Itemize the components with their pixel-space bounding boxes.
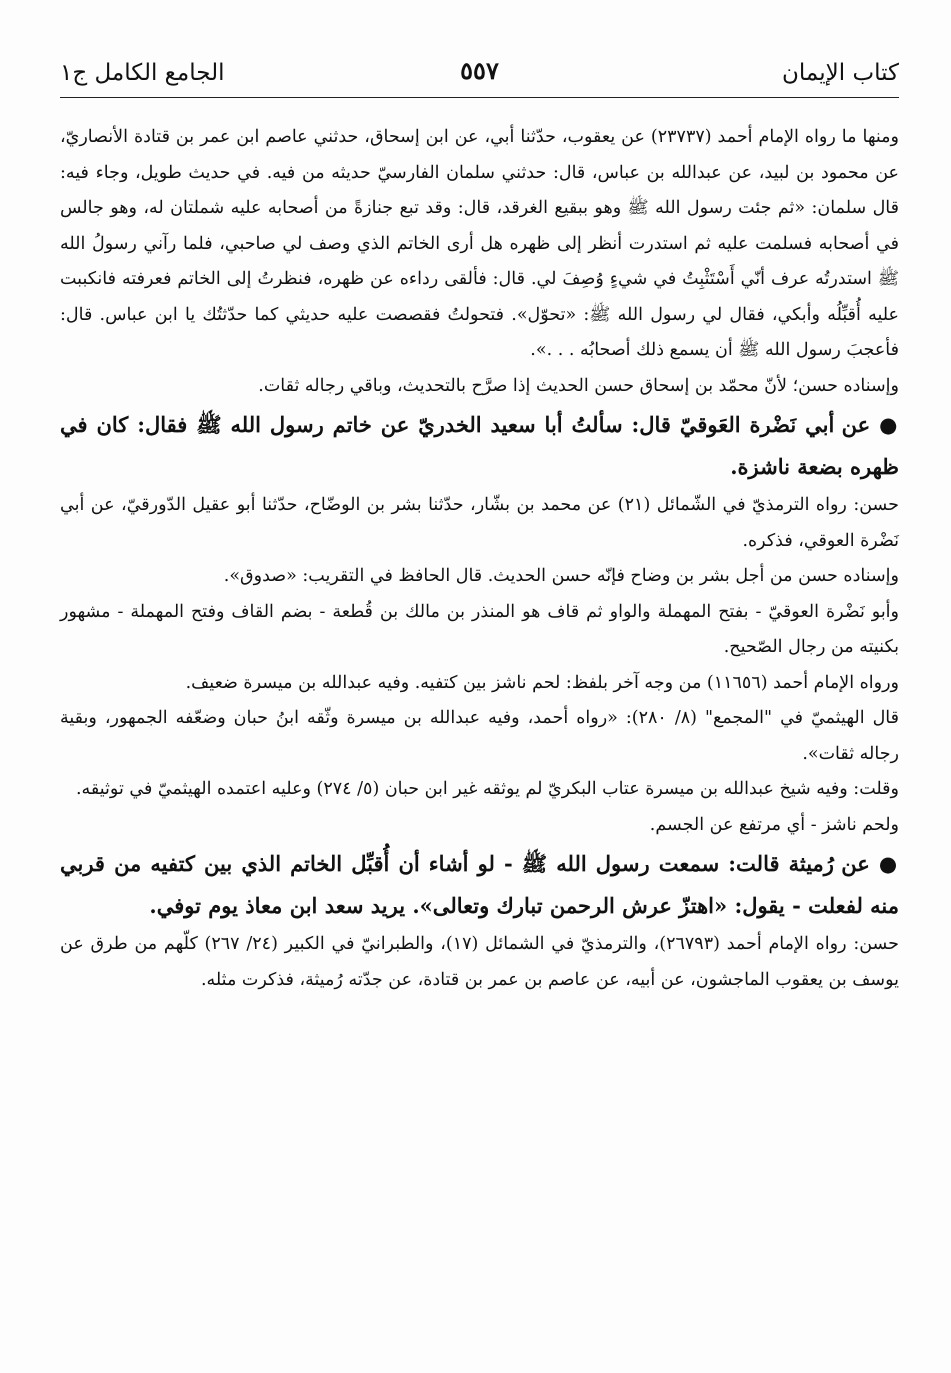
hadith-rumaytha (60, 843, 899, 927)
header-divider (60, 97, 899, 98)
bullet-icon: ● (870, 412, 900, 437)
page-body (60, 120, 899, 998)
paragraph-ahmad-variant: ورواه الإمام أحمد (١١٦٥٦) من وجه آخر بلفظ: لحم ناشز بين كتفيه. وفيه عبدالله بن ميسرة ضعيف. (185, 672, 899, 693)
paragraph-abu-nadra-bio: وأبو نَضْرة العوقيّ - بفتح المهملة والواو ثم قاف هو المنذر بن مالك بن قُطعة - بضم القاف وفتح المهملة - مشهور بكنيته من رجال الصّحيح. (60, 601, 899, 657)
bullet-icon: ● (869, 851, 899, 876)
hadith-text: عن أبي نَضْرة العَوقيّ قال: سألتُ أبا سعيد الخدريّ عن خاتم رسول الله ﷺ فقال: كان في ظهره بضعة ناشزة. (60, 412, 899, 479)
paragraph-author-note: وقلت: وفيه شيخ عبدالله بن ميسرة عتاب البكريّ لم يوثقه غير ابن حبان (٥/ ٢٧٤) وعليه اعتمده الهيثميّ في توثيقه. (75, 779, 899, 799)
page-number: ٥٥٧ (460, 56, 499, 85)
paragraph-takhrij-rumaytha: حسن: رواه الإمام أحمد (٢٦٧٩٣)، والترمذيّ في الشمائل (١٧)، والطبرانيّ في الكبير (٢٤/ ٢٦٧) كلّهم من طرق عن يوسف بن يعقوب الماجشون، عن أبيه، عن عاصم بن عمر بن قتادة، عن جدّته رُميثة، فذكرت مثله. (60, 934, 899, 990)
hadith-abi-nadra (60, 404, 899, 488)
book-title: الجامع الكامل ج١ (60, 60, 225, 86)
paragraph-takhrij-tirmidhi: حسن: رواه الترمذيّ في الشّمائل (٢١) عن محمد بن بشّار، حدّثنا بشر بن الوضّاح، حدّثنا أبو عقيل الدّورقيّ، عن أبي نَضْرة العوقي، فذكره. (60, 495, 899, 551)
paragraph-haythami-quote: قال الهيثميّ في "المجمع" (٨/ ٢٨٠): «رواه أحمد، وفيه عبدالله بن ميسرة وثّقه ابنُ حبان وضعّفه الجمهور، وبقية رجاله ثقات». (60, 708, 899, 764)
paragraph-isnad-note: وإسناده حسن؛ لأنّ محمّد بن إسحاق حسن الحديث إذا صرَّح بالتحديث، وباقي رجاله ثقات. (258, 375, 899, 396)
chapter-title: كتاب الإيمان (782, 60, 899, 86)
paragraph-salman-hadith: ومنها ما رواه الإمام أحمد (٢٣٧٣٧) عن يعقوب، حدّثنا أبي، عن ابن إسحاق، حدثني عاصم ابن عمر بن قتادة الأنصاريّ، عن محمود بن لبيد، عن عبدالله بن عباس، قال: حدثني سلمان الفارسيّ حديثه من فيه. في حديث طويل، وجاء فيه: قال سلمان: «ثم جئت رسول الله ﷺ وهو ببقيع الغرقد، قال: وقد تبع جنازةً من أصحابه عليه شملتان له، وهو جالس في أصحابه فسلمت عليه ثم استدرت أنظر إلى ظهره هل أرى الخاتم الذي وصف لي صاحبي، فلما رآني رسولُ الله ﷺ استدرتُه عرف أنّي أَسْتَثْبِتُ في شيءٍ وُصِفَ لي. قال: فألقى رداءه عن ظهره، فنظرتُ إلى الخاتم فعرفته فانكببت عليه أُقبِّلُه وأبكي، فقال لي رسول الله ﷺ: «تحوّل». فتحولتُ فقصصت عليه حديثي كما حدّثتُك يا ابن عباس. قال: فأعجبَ رسول الله ﷺ أن يسمع ذلك أصحابُه . . .». (60, 127, 900, 360)
hadith-text: عن رُميثة قالت: سمعت رسول الله ﷺ - لو أشاء أن أُقبِّل الخاتم الذي بين كتفيه من قربي منه لفعلت - يقول: «اهتزّ عرش الرحمن تبارك وتعالى». يريد سعد ابن معاذ يوم توفي. (60, 851, 899, 918)
paragraph-definition: ولحم ناشز - أي مرتفع عن الجسم. (649, 814, 899, 835)
paragraph-isnad-bishr: وإسناده حسن من أجل بشر بن وضاح فإنّه حسن الحديث. قال الحافظ في التقريب: «صدوق». (223, 566, 899, 586)
page-header (60, 52, 899, 96)
